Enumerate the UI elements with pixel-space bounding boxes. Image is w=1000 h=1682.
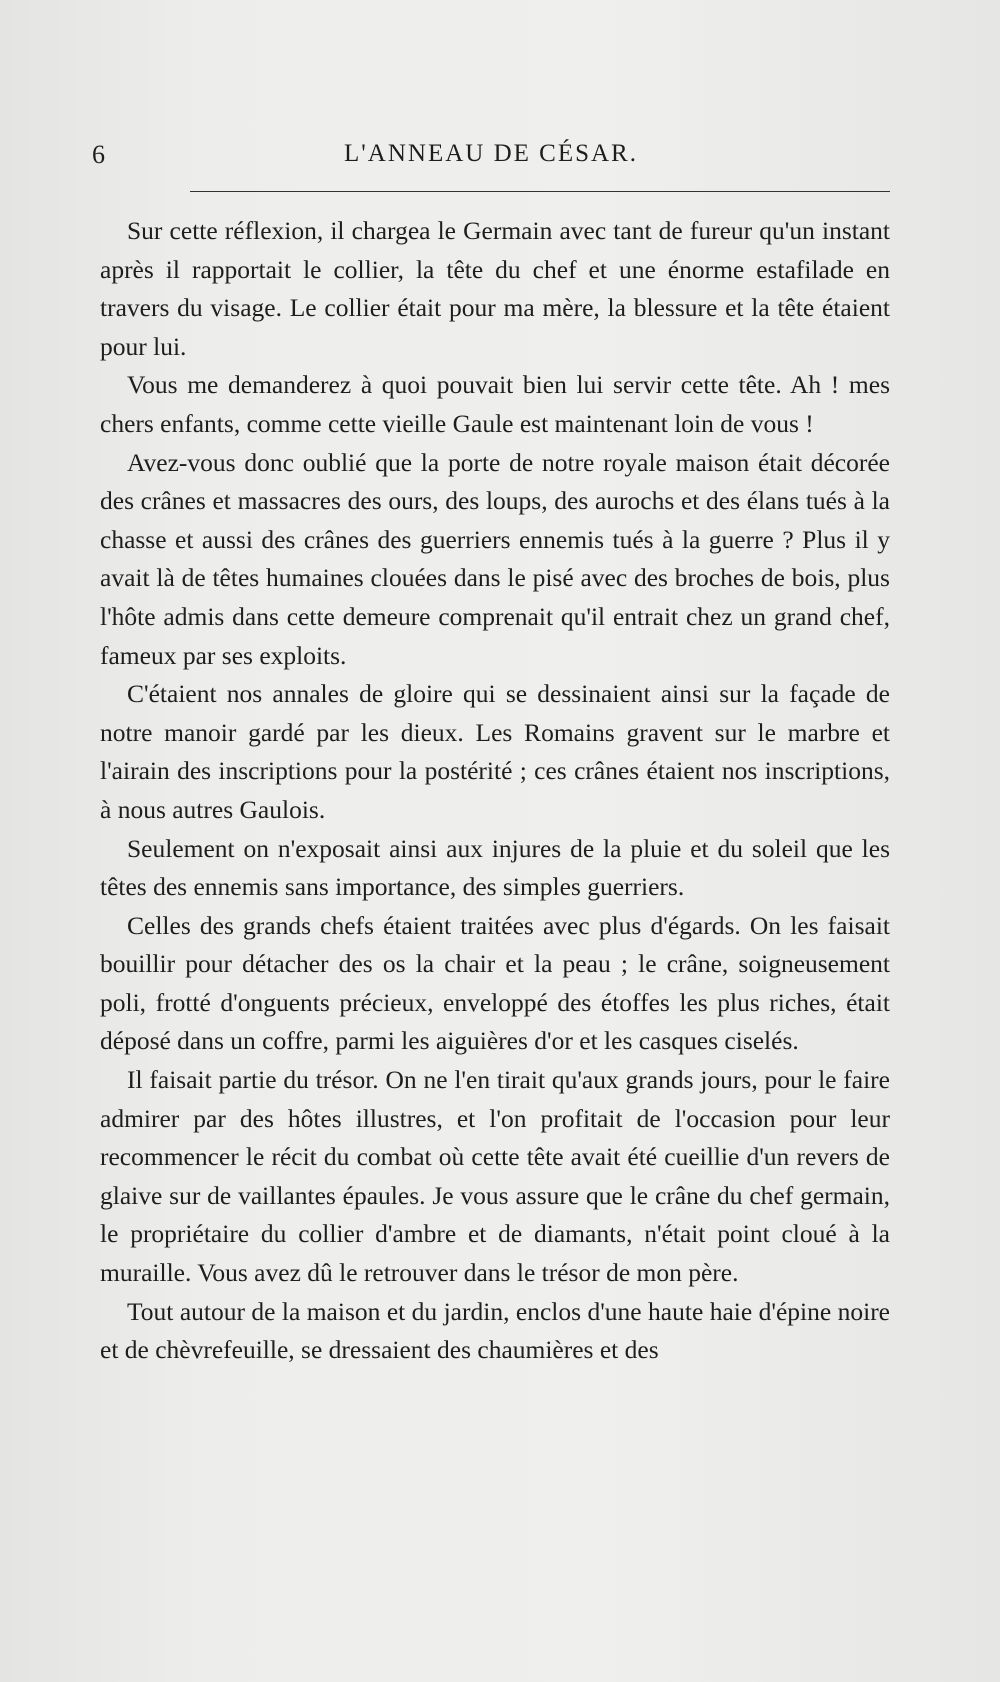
running-title: L'ANNEAU DE CÉSAR. — [344, 140, 638, 167]
paragraph: Il faisait partie du trésor. On ne l'en tirait qu'aux grands jours, pour le faire admirer par des hôtes illustres, et l'on profitait de l'occasion pour leur recommencer le récit du combat où cette tête avait été cueillie d'un revers de glaive sur de vaillantes épaules. Je vous assure que le crâne du chef germain, le propriétaire du collier d'ambre et de diamants, n'était point cloué à la muraille. Vous avez dû le retrouver dans le trésor de mon père. — [100, 1065, 890, 1288]
body-text — [100, 212, 890, 1370]
paragraph: Avez-vous donc oublié que la porte de notre royale maison était décorée des crânes et massacres des ours, des loups, des aurochs et des élans tués à la chasse et aussi des crânes des guerriers ennemis tués à la guerre ? Plus il y avait là de têtes humaines clouées dans le pisé avec des broches de bois, plus l'hôte admis dans cette demeure comprenait qu'il entrait chez un grand chef, fameux par ses exploits. — [100, 447, 890, 670]
header-rule — [190, 191, 890, 192]
page-number: 6 — [92, 140, 106, 169]
paragraph: Celles des grands chefs étaient traitées avec plus d'égards. On les faisait bouillir pour détacher des os la chair et la peau ; le crâne, soigneusement poli, frotté d'onguents précieux, enveloppé des étoffes les plus riches, était déposé dans un coffre, parmi les aiguières d'or et les casques ciselés. — [100, 910, 890, 1056]
paragraph: Vous me demanderez à quoi pouvait bien lui servir cette tête. Ah ! mes chers enfants, comme cette vieille Gaule est maintenant loin de vous ! — [100, 370, 890, 438]
paragraph: Tout autour de la maison et du jardin, enclos d'une haute haie d'épine noire et de chèvrefeuille, se dressaient des chaumières et des — [100, 1296, 890, 1365]
page-header — [92, 140, 890, 174]
paragraph: C'étaient nos annales de gloire qui se dessinaient ainsi sur la façade de notre manoir gardé par les dieux. Les Romains gravent sur le marbre et l'airain des inscriptions pour la postérité ; ces crânes étaient nos inscriptions, à nous autres Gaulois. — [100, 679, 890, 824]
paragraph: Sur cette réflexion, il chargea le Germain avec tant de fureur qu'un instant après il rapportait le collier, la tête du chef et une énorme estafilade en travers du visage. Le collier était pour ma mère, la blessure et la tête étaient pour lui. — [100, 216, 890, 361]
paragraph: Seulement on n'exposait ainsi aux injures de la pluie et du soleil que les têtes des ennemis sans importance, des simples guerriers. — [100, 833, 890, 902]
